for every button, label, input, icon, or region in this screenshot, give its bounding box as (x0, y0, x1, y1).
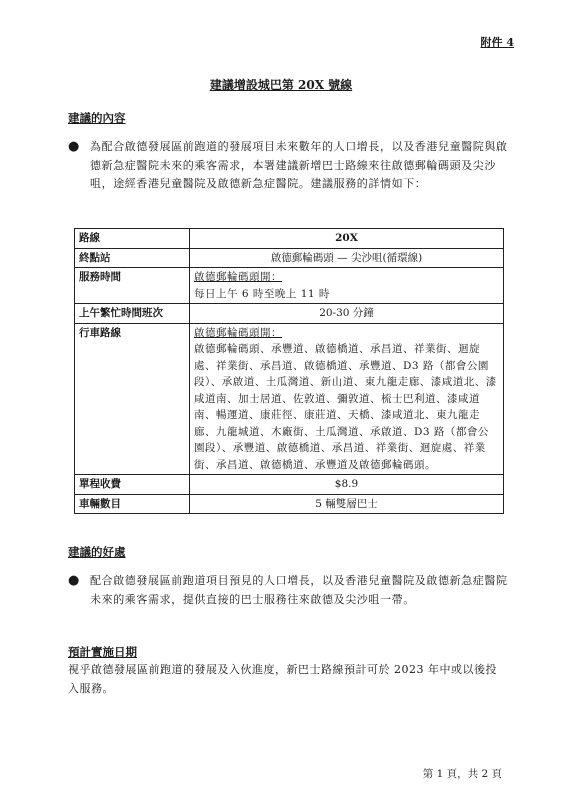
fare-label: 單程收費 (75, 475, 190, 495)
vehicles-value: 5 輛雙層巴士 (190, 494, 504, 514)
table-row (75, 248, 504, 268)
service-hours-cell (190, 268, 504, 304)
headway-label: 上午繁忙時間班次 (75, 304, 190, 324)
table-row (75, 304, 504, 324)
bullet-icon: ● (68, 139, 80, 154)
proposal-heading: 建議的內容 (68, 111, 126, 125)
page-number: 第 1 頁，共 2 頁 (422, 768, 502, 780)
benefits-text: 配合啟德發展區前跑道項目預見的人口增長，以及香港兒童醫院及啟德新急症醫院未來的乘客需求，提供直接的巴士服務往來啟德及尖沙咀一帶。 (90, 574, 508, 606)
routing-direction: 啟德郵輪碼頭開： (194, 326, 282, 339)
benefits-heading: 建議的好處 (68, 545, 126, 559)
annex-label: 附件 4 (480, 36, 514, 49)
routing-label: 行車路線 (75, 323, 190, 475)
implementation-date-heading: 預計實施日期 (68, 645, 137, 659)
bullet-icon: ● (68, 573, 80, 588)
service-hours-label: 服務時間 (75, 268, 190, 304)
routing-cell (190, 323, 504, 475)
service-hours-direction: 啟德郵輪碼頭開： (194, 271, 282, 283)
implementation-date-text: 視乎啟德發展區前跑道的發展及入伙進度，新巴士路線預計可於 2023 年中或以後投入服務。 (68, 663, 497, 695)
table-row (75, 229, 504, 249)
service-hours-value: 每日上午 6 時至晚上 11 時 (194, 287, 330, 300)
vehicles-label: 車輛數目 (75, 494, 190, 514)
table-row (75, 475, 504, 495)
route-value: 20X (190, 229, 504, 249)
table-row (75, 494, 504, 514)
fare-value: $8.9 (190, 475, 504, 495)
terminus-label: 終點站 (75, 248, 190, 268)
table-row (75, 268, 504, 304)
terminus-value: 啟德郵輪碼頭 — 尖沙咀(循環線) (190, 248, 504, 268)
routing-value: 啟德郵輪碼頭、承豐道、啟德橋道、承昌道、祥業街、迴旋處、祥業街、承昌道、啟德橋道、承豐道、D3 路（都會公園段）、承啟道、土瓜灣道、新山道、東九龍走廊、漆咸道北、漆咸道南、加士居道、佐敦道、彌敦道、梳士巴利道、漆咸道南、暢運道、康莊徑、康莊道、天橋、漆咸道北、東九龍走廊、九龍城道、木廠街、土瓜灣道、承啟道、D3 路（都會公園段）、承豐道、啟德橋道、承昌道、祥業街、迴旋處、祥業街、承昌道、啟德橋道、承豐道及啟德郵輪碼頭。 (194, 343, 497, 471)
table-row (75, 323, 504, 475)
document-title: 建議增設城巴第 20X 號線 (209, 78, 353, 92)
route-label: 路線 (75, 229, 190, 249)
proposal-text: 為配合啟德發展區前跑道的發展項目未來數年的人口增長，以及香港兒童醫院與啟德新急症醫院未來的乘客需求，本署建議新增巴士路線來往啟德郵輪碼頭及尖沙咀，途經香港兒童醫院及啟德新急症醫院。建議服務的詳情如下： (90, 140, 508, 190)
route-details-table (74, 228, 504, 514)
headway-value: 20-30 分鐘 (190, 304, 504, 324)
